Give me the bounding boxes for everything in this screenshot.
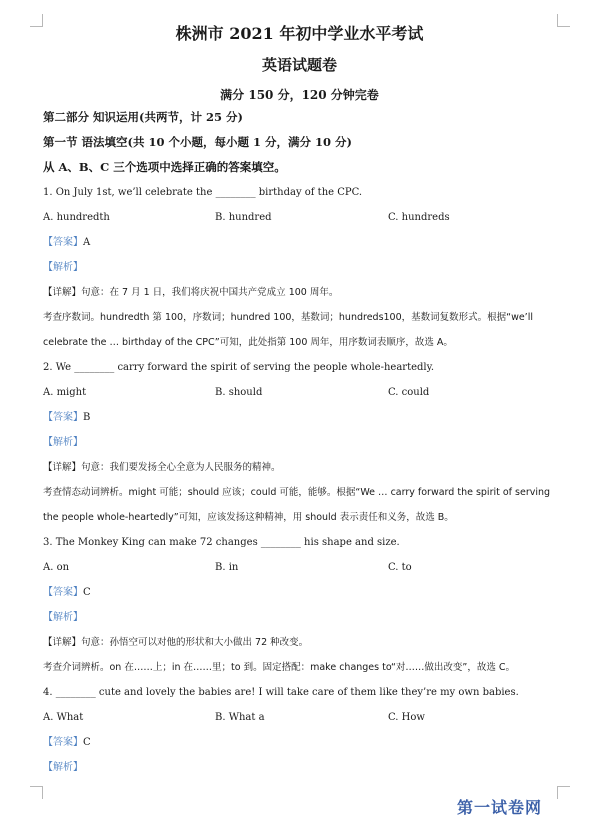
corner-mark-bottom-left — [30, 786, 43, 799]
question-3-option-a: A. on — [43, 562, 70, 573]
question-2-option-c: C. could — [388, 387, 430, 398]
answer-label: 【答案】 — [43, 587, 83, 598]
question-1-detail-1: 【详解】句意：在 7 月 1 日，我们将庆祝中国共产党成立 100 周年。 — [43, 287, 339, 298]
question-3-detail-1: 【详解】句意：孙悟空可以对他的形状和大小做出 72 种改变。 — [43, 637, 309, 648]
score-info: 满分 150 分，120 分钟完卷 — [220, 88, 379, 102]
question-4-option-b: B. What a — [215, 712, 265, 723]
analysis-label: 【解析】 — [43, 612, 83, 623]
question-1-option-b: B. hundred — [215, 212, 272, 223]
exam-subtitle: 英语试题卷 — [261, 56, 337, 74]
analysis-label: 【解析】 — [43, 762, 83, 773]
detail-label: 【详解】 — [43, 637, 82, 648]
section-heading: 第一节 语法填空(共 10 个小题，每小题 1 分，满分 10 分) — [43, 135, 352, 149]
question-2-stem: 2. We ________ carry forward the spirit of serving the people whole-heartedly. — [43, 362, 435, 373]
answer-label: 【答案】 — [43, 737, 83, 748]
answer-value: C — [83, 737, 91, 748]
corner-mark-bottom-right — [557, 786, 570, 799]
question-3-stem: 3. The Monkey King can make 72 changes ________ his shape and size. — [43, 537, 400, 548]
question-4-stem: 4. ________ cute and lovely the babies are! I will take care of them like they’re my own babies. — [43, 687, 519, 698]
question-1-option-a: A. hundredth — [43, 212, 110, 223]
question-2-analysis — [43, 436, 83, 450]
answer-label: 【答案】 — [43, 412, 83, 423]
question-3-answer — [43, 586, 91, 600]
instruction: 从 A、B、C 三个选项中选择正确的答案填空。 — [43, 160, 286, 174]
question-2-answer — [43, 411, 90, 425]
analysis-label: 【解析】 — [43, 262, 83, 273]
question-2-detail-3: the people whole-heartedly”可知，应该发扬这种精神，用 should 表示责任和义务，故选 B。 — [43, 512, 454, 523]
answer-value: B — [83, 412, 91, 423]
analysis-label: 【解析】 — [43, 437, 83, 448]
question-4-analysis — [43, 761, 83, 775]
question-1-detail-2: 考查序数词。hundredth 第 100，序数词；hundred 100，基数词；hundreds100，基数词复数形式。根据“we’ll — [43, 312, 533, 323]
question-2-detail-2: 考查情态动词辨析。might 可能；should 应该；could 可能，能够。根据“We … carry forward the spirit of serving — [43, 487, 551, 498]
question-3-detail-2: 考查介词辨析。on 在……上；in 在……里；to 到。固定搭配：make changes to“对……做出改变”，故选 C。 — [43, 662, 515, 673]
question-1-answer — [43, 236, 90, 250]
answer-value: C — [83, 587, 91, 598]
question-2-option-b: B. should — [215, 387, 263, 398]
question-1-stem: 1. On July 1st, we’ll celebrate the ________ birthday of the CPC. — [43, 187, 363, 198]
question-1-option-c: C. hundreds — [388, 212, 450, 223]
exam-title: 株洲市 2021 年初中学业水平考试 — [175, 24, 424, 43]
question-4-option-a: A. What — [43, 712, 84, 723]
question-4-option-c: C. How — [388, 712, 425, 723]
part-heading: 第二部分 知识运用(共两节，计 25 分) — [43, 110, 243, 124]
question-1-analysis — [43, 261, 83, 275]
watermark-logo: 第一试卷网 — [457, 798, 543, 817]
question-1-detail-3: celebrate the … birthday of the CPC”可知，此处指第 100 周年，用序数词表顺序，故选 A。 — [43, 337, 453, 348]
question-3-option-b: B. in — [215, 562, 239, 573]
question-3-analysis — [43, 611, 83, 625]
question-3-option-c: C. to — [388, 562, 412, 573]
question-2-option-a: A. might — [43, 387, 87, 398]
detail-label: 【详解】 — [43, 287, 82, 298]
detail-label: 【详解】 — [43, 462, 82, 473]
question-2-detail-1: 【详解】句意：我们要发扬全心全意为人民服务的精神。 — [43, 462, 281, 473]
answer-value: A — [83, 237, 91, 248]
question-4-answer — [43, 736, 91, 750]
answer-label: 【答案】 — [43, 237, 83, 248]
